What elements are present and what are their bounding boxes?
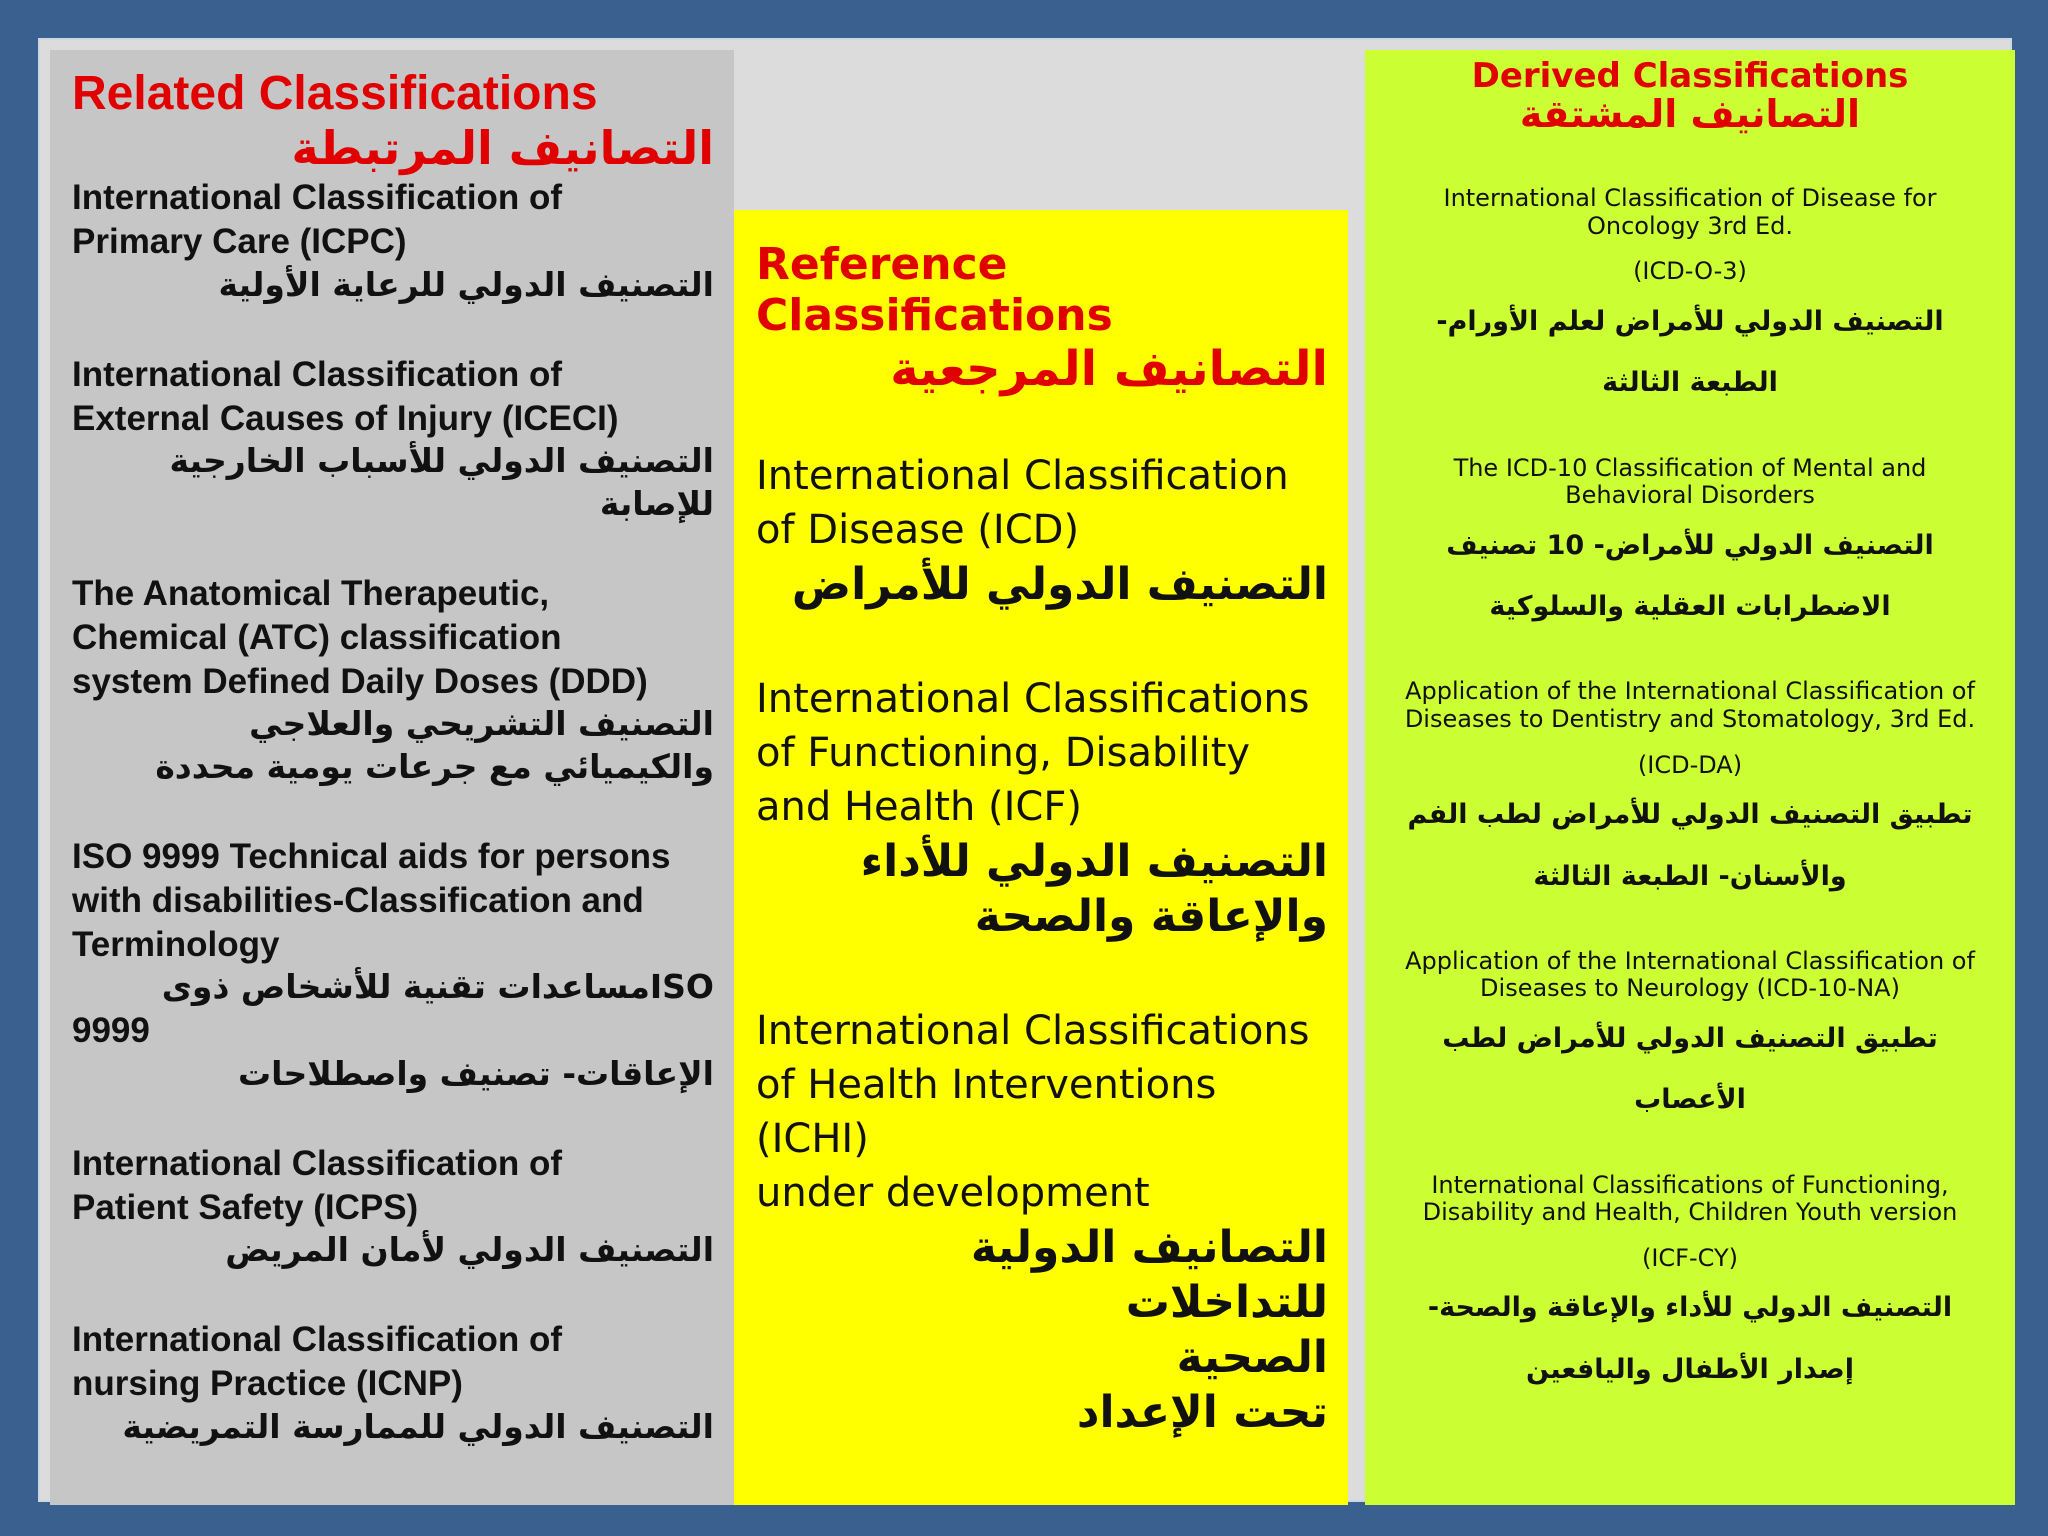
item-ar-line: التصنيف الدولي للرعاية الأولية — [218, 264, 714, 304]
item-code: (ICD-DA) — [1637, 750, 1743, 779]
item-en-line: Primary Care (ICPC) — [72, 222, 407, 262]
item-en-line: The ICD-10 Classification of Mental and — [1453, 453, 1927, 482]
item-ar-line: 9999 — [72, 1011, 150, 1051]
reference-item-icd — [756, 449, 1328, 612]
item-en-line: International Classification of — [72, 354, 563, 394]
item-ar-line: تطبيق التصنيف الدولي للأمراض لطب — [1442, 1023, 1938, 1054]
item-ar-line: التصنيف الدولي للأسباب الخارجية — [169, 441, 714, 481]
item-en-line: Diseases to Dentistry and Stomatology, 3rd Ed. — [1404, 705, 1976, 734]
related-item-iceci — [72, 353, 714, 526]
reference-classifications-panel — [734, 210, 1348, 1505]
derived-item-icd-da — [1383, 678, 1997, 901]
item-en-line: Patient Safety (ICPS) — [72, 1187, 419, 1227]
item-ar-line: الاضطرابات العقلية والسلوكية — [1489, 591, 1891, 623]
item-en-line: International Classification — [756, 452, 1289, 499]
item-ar-line: التصنيف الدولي للأمراض — [791, 558, 1328, 610]
item-en-line: Application of the International Classification of — [1405, 946, 1975, 975]
item-ar-line: والأسنان- الطبعة الثالثة — [1533, 860, 1847, 892]
item-en-line: Oncology 3rd Ed. — [1586, 211, 1793, 240]
item-ar-line: التصنيف الدولي لأمان المريض — [225, 1230, 714, 1270]
item-en-line: of Disease (ICD) — [756, 506, 1080, 553]
item-ar-line: تحت الإعداد — [1076, 1386, 1328, 1438]
item-en-line: (ICHI) — [756, 1115, 869, 1162]
item-ar-line: التصنيف الدولي للأمراض لعلم الأورام- — [1436, 306, 1944, 338]
item-ar-line: تطبيق التصنيف الدولي للأمراض لطب الفم — [1407, 799, 1973, 831]
related-item-icpc — [72, 176, 714, 306]
item-en-line: The Anatomical Therapeutic, — [72, 574, 550, 614]
item-ar-line: ISOمساعدات تقنية للأشخاص ذوى — [161, 967, 714, 1007]
item-ar-line: والكيميائي مع جرعات يومية محددة — [155, 747, 714, 787]
item-ar-line: والإعاقة والصحة — [974, 890, 1328, 942]
item-en-line: ISO 9999 Technical aids for persons — [72, 837, 671, 877]
item-en-line: International Classification of — [72, 1320, 563, 1360]
related-title-ar: التصانيف المرتبطة — [291, 121, 714, 176]
item-en-line: Disability and Health, Children Youth version — [1422, 1198, 1958, 1227]
item-ar-line: للإصابة — [599, 484, 714, 524]
related-title-en: Related Classifications — [72, 67, 598, 120]
item-en-line: nursing Practice (ICNP) — [72, 1364, 463, 1403]
related-item-iso-9999 — [72, 835, 714, 1096]
item-en-line: International Classification of — [72, 1143, 563, 1183]
item-en-line: International Classifications of Functioning, — [1431, 1170, 1949, 1199]
item-en-line: system Defined Daily Doses (DDD) — [72, 661, 648, 701]
reference-item-icf — [756, 672, 1328, 944]
derived-title-en: Derived Classifications — [1471, 56, 1909, 96]
reference-title-en: Reference Classifications — [756, 239, 1113, 341]
item-en-line: External Causes of Injury (ICECI) — [72, 398, 619, 438]
item-code: (ICF-CY) — [1641, 1243, 1739, 1272]
derived-classifications-panel — [1365, 50, 2015, 1505]
item-ar-line: التصانيف الدولية للتداخلات — [970, 1221, 1328, 1328]
item-en-line: and Health (ICF) — [756, 783, 1082, 830]
item-ar-line: التصنيف التشريحي والعلاجي — [249, 704, 714, 744]
item-en-line: with disabilities-Classification and — [72, 880, 644, 920]
item-ar-line: الصحية — [1176, 1331, 1328, 1383]
related-classifications-panel — [50, 50, 734, 1505]
item-en-line: of Functioning, Disability — [756, 729, 1251, 776]
item-ar-line: إصدار الأطفال واليافعين — [1526, 1353, 1854, 1385]
item-en-line: International Classifications — [756, 675, 1310, 722]
item-en-line: International Classification of Disease for — [1443, 184, 1937, 213]
item-en-line: Chemical (ATC) classification — [72, 617, 562, 657]
derived-item-icd-10-mental — [1383, 455, 1997, 633]
item-en-line: Application of the International Classification of — [1405, 677, 1975, 706]
related-item-atc-ddd — [72, 572, 714, 789]
item-ar-line: التصنيف الدولي للأداء والإعاقة والصحة- — [1427, 1292, 1953, 1324]
derived-item-icf-cy — [1383, 1172, 1997, 1395]
item-ar-line: التصنيف الدولي للأمراض- 10 تصنيف — [1446, 529, 1934, 561]
item-en-line: of Health Interventions — [756, 1061, 1217, 1108]
item-en-line: Behavioral Disorders — [1565, 481, 1815, 510]
item-ar-line: الأعصاب — [1634, 1084, 1746, 1116]
item-ar-line: التصنيف الدولي للأداء — [860, 835, 1328, 887]
derived-item-icd-o-3 — [1383, 185, 1997, 408]
item-en-line: International Classifications — [756, 1007, 1310, 1054]
item-ar-line: الطبعة الثالثة — [1602, 367, 1778, 399]
item-en-line: International Classification of — [72, 178, 563, 218]
item-ar-line: التصنيف الدولي للممارسة التمريضية — [122, 1406, 714, 1446]
item-code: (ICD-O-3) — [1633, 257, 1747, 286]
item-en-line: Diseases to Neurology (ICD-10-NA) — [1480, 974, 1900, 1003]
related-item-icps — [72, 1142, 714, 1272]
item-ar-line: الإعاقات- تصنيف واصطلاحات — [237, 1053, 714, 1093]
item-en-line: under development — [756, 1169, 1150, 1216]
derived-item-icd-10-na — [1383, 948, 1997, 1126]
reference-item-ichi — [756, 1004, 1328, 1440]
reference-title-ar: التصانيف المرجعية — [890, 341, 1328, 398]
item-en-line: Terminology — [72, 924, 280, 964]
derived-title-ar: التصانيف المشتقة — [1519, 92, 1861, 137]
related-item-icnp — [72, 1318, 714, 1448]
